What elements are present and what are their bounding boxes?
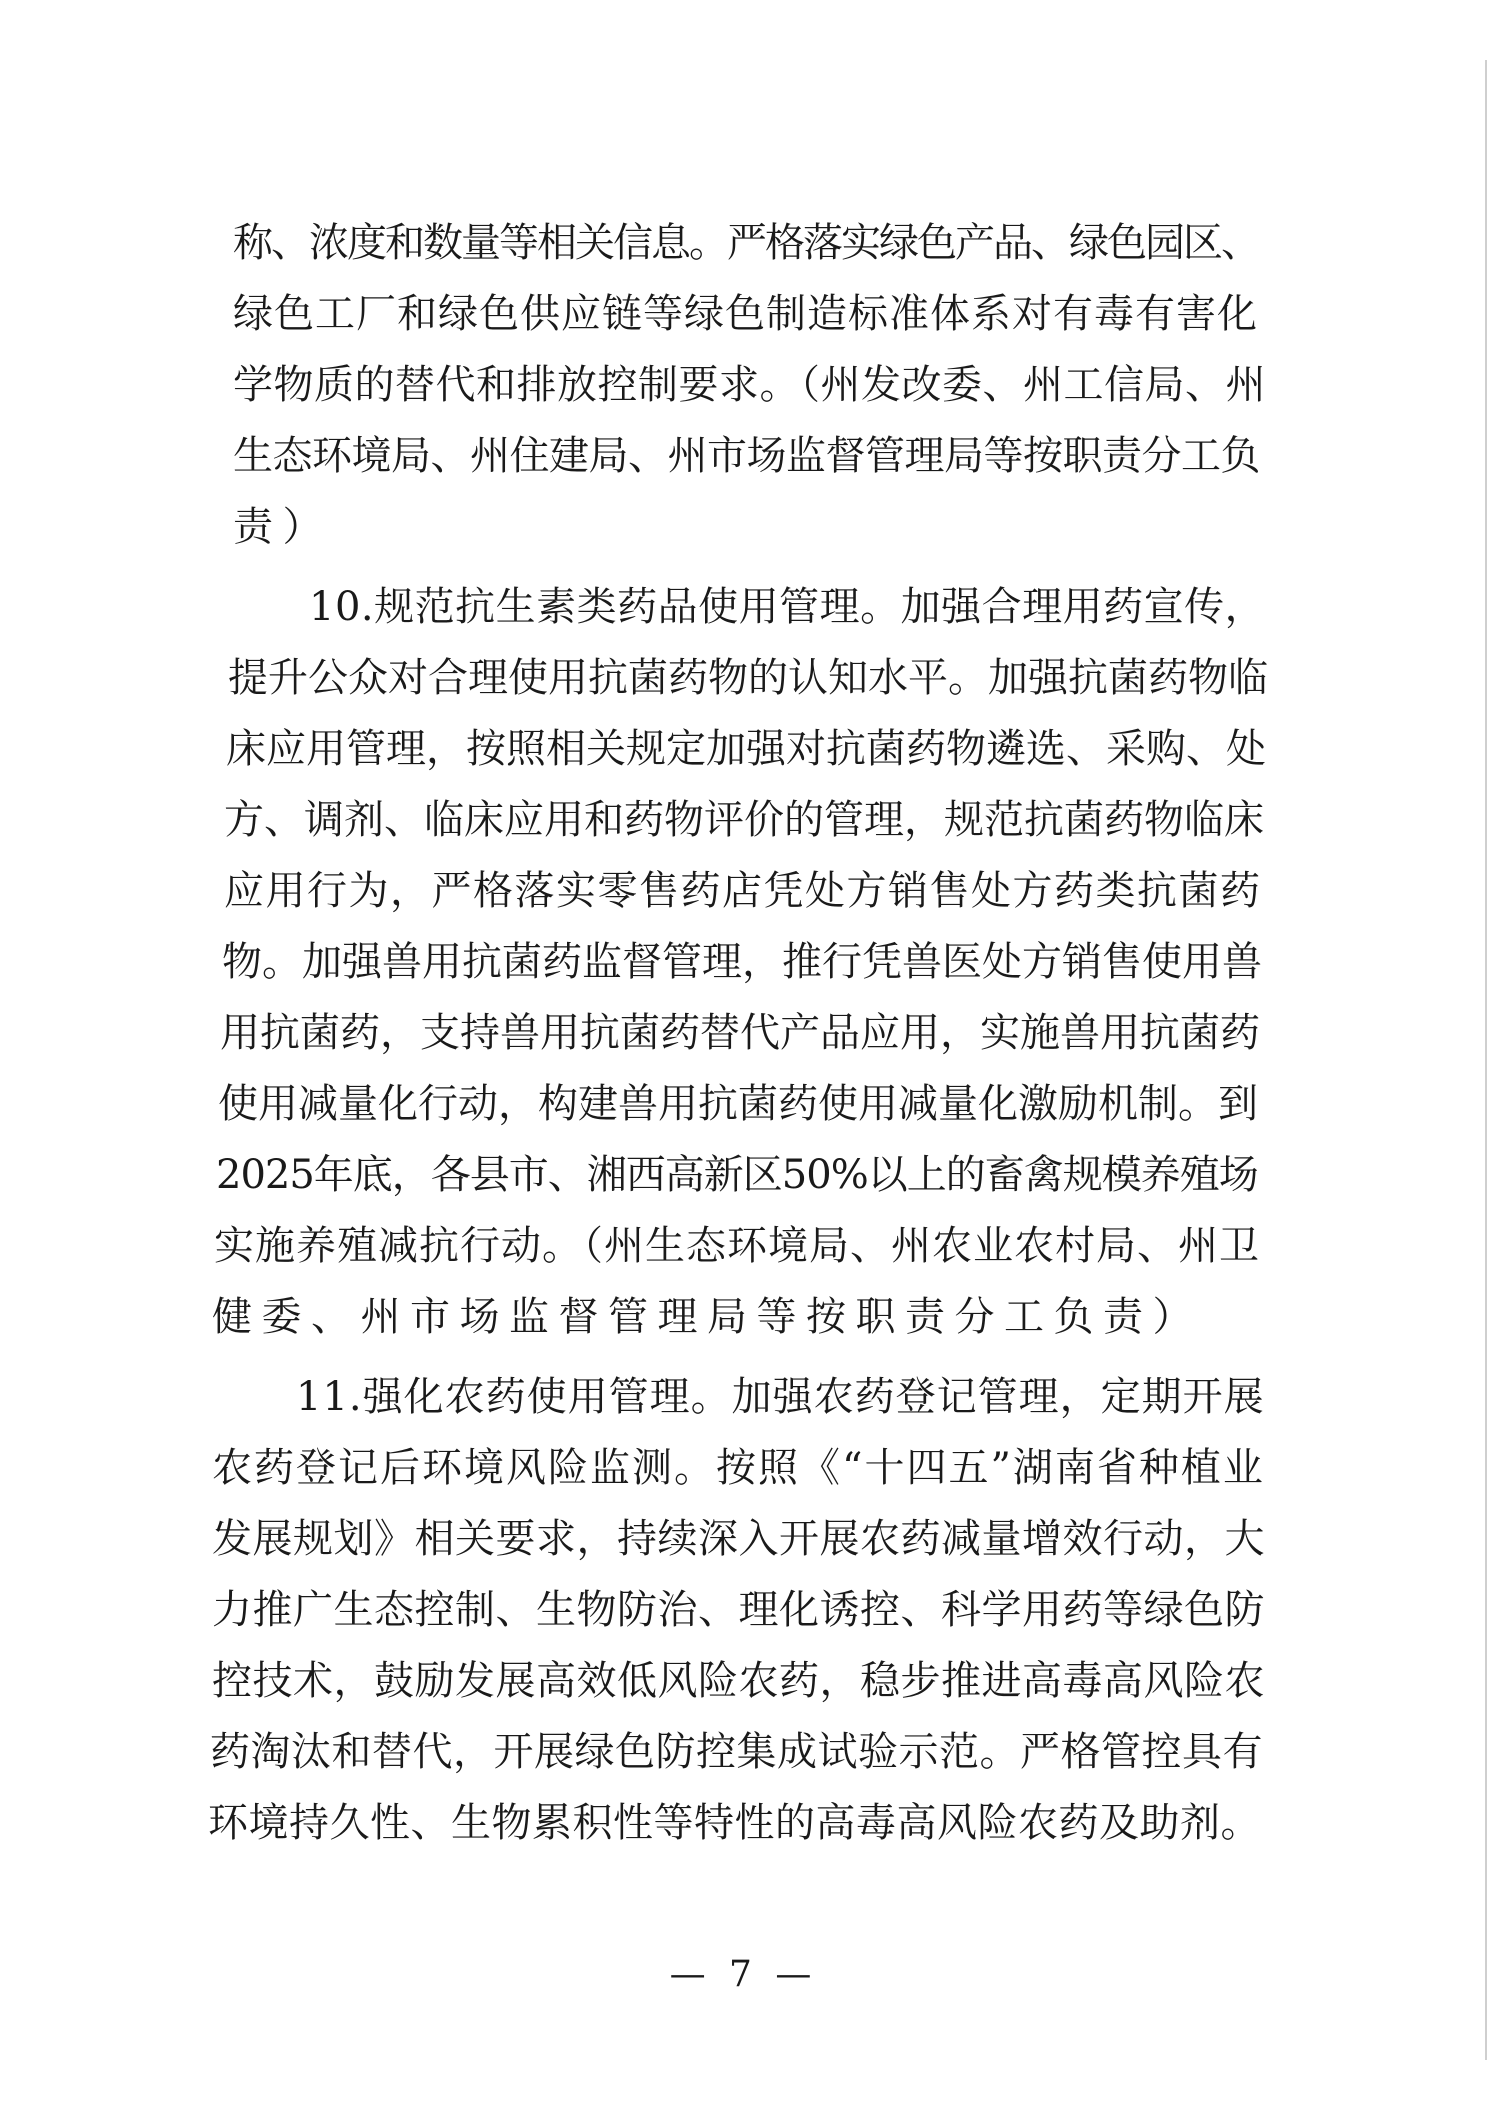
body-text-line: 环境持久性、生物累积性等特性的高毒高风险农药及助剂。: [208, 1800, 1261, 1846]
body-text-line: 提升公众对合理使用抗菌药物的认知水平。加强抗菌药物临: [228, 655, 1268, 701]
body-text-line: 2025年底，各县市、湘西高新区50%以上的畜禽规模养殖场: [216, 1152, 1258, 1198]
body-text-line: 物。加强兽用抗菌药监督管理，推行凭兽医处方销售使用兽: [222, 939, 1262, 985]
page-number: — 7 —: [669, 1954, 818, 1995]
body-text-line: 农药登记后环境风险监测。按照《“十四五”湖南省种植业: [212, 1445, 1265, 1491]
body-text-line: 用抗菌药，支持兽用抗菌药替代产品应用，实施兽用抗菌药: [220, 1010, 1260, 1056]
body-text-line: 实施养殖减抗行动。（州生态环境局、州农业农村局、州卫: [214, 1223, 1260, 1269]
body-text-line: 使用减量化行动，构建兽用抗菌药使用减量化激励机制。到: [218, 1081, 1258, 1127]
body-text-line: 健委、州市场监督管理局等按职责分工负责）: [212, 1294, 1202, 1340]
body-text-line: 床应用管理，按照相关规定加强对抗菌药物遴选、采购、处: [226, 726, 1266, 772]
body-text-line: 称、浓度和数量等相关信息。严格落实绿色产品、绿色园区、: [233, 220, 1259, 266]
body-text-line: 方、调剂、临床应用和药物评价的管理，规范抗菌药物临床: [224, 797, 1264, 843]
body-text-line: 责）: [233, 504, 332, 550]
body-text-line: 学物质的替代和排放控制要求。（州发改委、州工信局、州: [233, 362, 1266, 408]
body-text-line: 控技术，鼓励发展高效低风险农药，稳步推进高毒高风险农: [212, 1658, 1265, 1704]
body-text-line: 发展规划》相关要求，持续深入开展农药减量增效行动，大: [212, 1516, 1265, 1562]
paragraph-heading-11: 11.强化农药使用管理。加强农药登记管理，定期开展: [296, 1374, 1265, 1420]
body-text-line: 生态环境局、州住建局、州市场监督管理局等按职责分工负: [233, 433, 1260, 479]
paragraph-heading-10: 10.规范抗生素类药品使用管理。加强合理用药宣传，: [309, 584, 1266, 630]
body-text-line: 力推广生态控制、生物防治、理化诱控、科学用药等绿色防: [212, 1587, 1265, 1633]
body-text-line: 绿色工厂和绿色供应链等绿色制造标准体系对有毒有害化: [233, 291, 1258, 337]
body-text-line: 应用行为，严格落实零售药店凭处方销售处方药类抗菌药: [224, 868, 1262, 914]
body-text-line: 药淘汰和替代，开展绿色防控集成试验示范。严格管控具有: [210, 1729, 1263, 1775]
